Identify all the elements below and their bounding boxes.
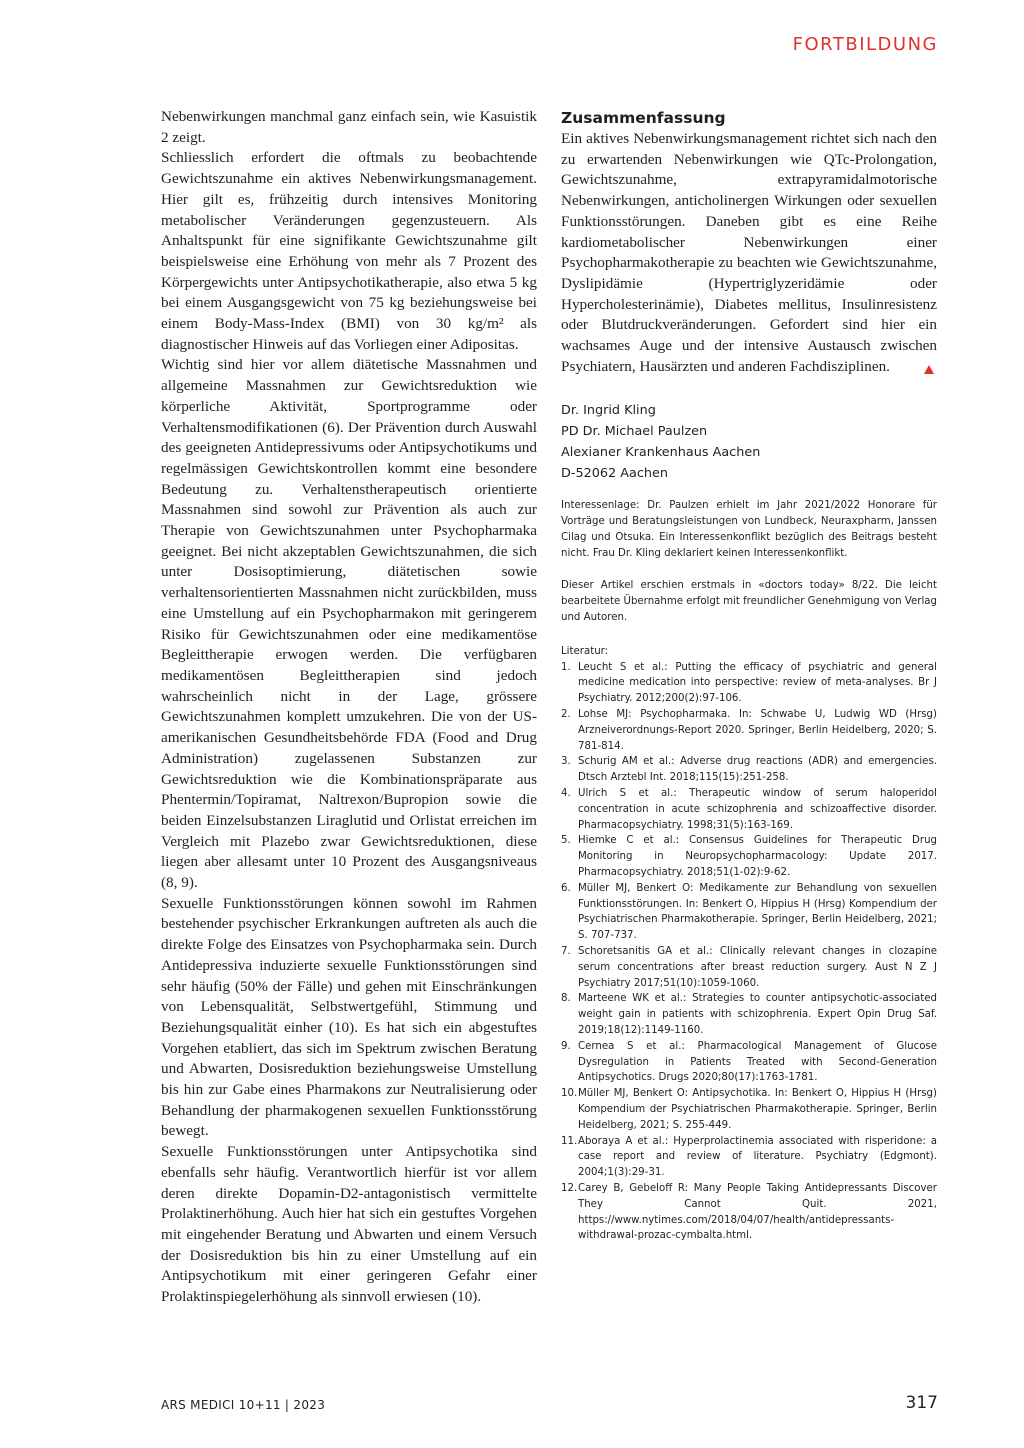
reference-item: [561, 754, 937, 786]
reference-text: Lohse MJ: Psychopharmaka. In: Schwabe U, Ludwig WD (Hrsg) Arzneiverordnungs-Report 2020. Springer, Berlin Heidelberg, 2020; S. 781-814.: [578, 709, 937, 752]
body-text-column: [161, 107, 537, 1308]
reference-text: Müller MJ, Benkert O: Medikamente zur Behandlung von sexuellen Funktionsstörungen. In: Benkert O, Hippius H (Hrsg) Kompendium der Psychiatrischen Pharmakotherapie. Springer, Berlin Heidelberg, 2021; S. 707-737.: [578, 882, 937, 942]
reference-text: Schurig AM et al.: Adverse drug reactions (ADR) and emergencies. Dtsch Arztebl Int. 2018;115(15):251-258.: [578, 756, 937, 784]
body-paragraph: Nebenwirkungen manchmal ganz einfach sein, wie Kasuistik 2 zeigt.: [161, 108, 537, 146]
reference-text: Aboraya A et al.: Hyperprolactinemia associated with risperidone: a case report and review of literature. Psychiatry (Edgmont). 2004;1(3):29-31.: [578, 1135, 937, 1179]
section-label: FORTBILDUNG: [792, 34, 938, 55]
literature-title: Literatur:: [561, 645, 609, 657]
reference-number: 8.: [561, 993, 571, 1005]
reference-number: 9.: [561, 1040, 571, 1052]
end-triangle-icon: [924, 365, 934, 374]
reference-item: [561, 881, 937, 944]
reference-number: 2.: [561, 709, 571, 721]
reference-text: Schoretsanitis GA et al.: Clinically relevant changes in clozapine serum concentrations after breast reduction surgery. Aust N Z J Psychiatry 2017;51(10):1059-1060.: [578, 945, 937, 989]
reference-item: [561, 1086, 937, 1133]
reference-text: Cernea S et al.: Pharmacological Management of Glucose Dysregulation in Patients Treated with Second-Generation Antipsychotics. Drugs 2020;80(17):1763-1781.: [578, 1040, 937, 1084]
reference-item: [561, 991, 937, 1038]
author-line: Dr. Ingrid Kling: [561, 403, 656, 419]
reference-number: 11.: [561, 1135, 578, 1147]
author-line: D-52062 Aachen: [561, 465, 668, 481]
reference-item: [561, 707, 937, 754]
author-line: Alexianer Krankenhaus Aachen: [561, 444, 761, 460]
reference-text: Leucht S et al.: Putting the efficacy of psychiatric and general medicine medication into perspective: review of meta-analyses. Br J Psychiatry. 2012;200(2):97-106.: [578, 661, 937, 705]
reference-item: [561, 833, 937, 880]
body-paragraph: Sexuelle Funktionsstörungen können sowohl im Rahmen bestehender psychischer Erkrankungen auftreten als auch die direkte Folge des Einsatzes von Psychopharmaka sein. Durch Antidepressiva induzierte sexuelle Funktionsstörungen sind sehr häufig (50% der Fälle) und gehen mit Einschränkungen von Lebensqualität, Selbstwertgefühl, Stimmung und Beziehungsqualität einher (10). Es hat sich ein abgestuftes Vorgehen etabliert, das sich im Spektrum zwischen Beratung und Abwarten, Dosisreduktion beziehungsweise Umstellung bis hin zur Gabe eines Pharmakons zur Neutralisierung oder Behandlung der pharmakogenen sexuellen Funktionsstörung bewegt.: [161, 894, 537, 1140]
body-paragraph: Wichtig sind hier vor allem diätetische Massnahmen und allgemeine Massnahmen zur Gewichtsreduktion wie körperliche Aktivität, Sportprogramme oder Verhaltensmodifikationen (6). Der Prävention durch Auswahl des geeigneten Antidepressivums oder Antipsychotikums und regelmässigen Gewichtskontrollen kommt eine besondere Bedeutung zu. Verhaltenstherapeutisch orientierte Massnahmen sind sowohl zur Prävention als auch zur Therapie von Gewichtszunahmen unter Psychopharmaka geeignet. Bei nicht akzeptablen Gewichtszunahmen, die sich unter Dosisoptimierung, diätetischen sowie verhaltensorientierten Massnahmen nicht zurückbilden, muss eine Umstellung auf ein Psychopharmakon mit geringerem Risiko für Gewichtszunahmen oder eine medikamentöse Begleittherapie erwogen werden. Die verfügbaren medikamentösen Begleittherapien sind jedoch wahrscheinlich nicht in der Lage, grössere Gewichtszunahmen komplett umzukehren. Die von der US-amerikanischen Gesundheitsbehörde FDA (Food and Drug Administration) zugelassenen Substanzen zur Gewichtsreduktion wie die Kombinationspräparate aus Phentermin/Topiramat, Naltrexon/Bupropion sowie die beiden Einzelsubstanzen Liraglutid und Orlistat erreichen im Vergleich mit Plazebo zwar Gewichtsreduktionen, diese liegen aber allesamt unter 10 Prozent des Ausgangsniveaus (8, 9).: [161, 356, 537, 892]
reference-item: [561, 786, 937, 833]
reference-item: [561, 660, 937, 707]
reference-text: Müller MJ, Benkert O: Antipsychotika. In: Benkert O, Hippius H (Hrsg) Kompendium der Psychiatrischen Pharmakotherapie. Springer, Berlin Heidelberg, 2021; S. 255-449.: [578, 1088, 937, 1131]
reference-number: 10.: [561, 1088, 578, 1100]
body-paragraph: Schliesslich erfordert die oftmals zu beobachtende Gewichtszunahme ein aktives Nebenwirkungsmanagement. Hier gilt es, frühzeitig durch intensives Monitoring metabolischer Veränderungen gegenzusteuern. Als Anhaltspunkt für eine signifikante Gewichtszunahme gilt beispielsweise eine Erhöhung von mehr als 7 Prozent des Körpergewichts unter Antipsychotikatherapie, also etwa 5 kg bei einem Ausgangsgewicht von 75 kg beziehungsweise bei einem Body-Mass-Index (BMI) von 30 kg/m² als diagnostischer Hinweis auf das Vorliegen einer Adipositas.: [161, 149, 537, 353]
reference-number: 12.: [561, 1182, 578, 1194]
summary-text: Ein aktives Nebenwirkungsmanagement richtet sich nach den zu erwartenden Nebenwirkungen wie QTc-Prolongation, Gewichtszunahme, extrapyramidalmotorische Nebenwirkungen, anticholinergen Wirkungen oder sexuellen Funktionsstörungen. Daneben gibt es eine Reihe kardiometabolischer Nebenwirkungen einer Psychopharmakotherapie zu beachten wie Gewichtszunahme, Dyslipidämie (Hypertriglyzeridämie oder Hypercholesterinämie), Diabetes mellitus, Insulinresistenz oder Blutdruckveränderungen. Gefordert sind hier ein wachsames Auge und der intensive Austausch zwischen Psychiatern, Hausärzten und anderen Fachdisziplinen.: [561, 130, 937, 375]
page-number: 317: [905, 1393, 938, 1413]
conflict-of-interest: Interessenlage: Dr. Paulzen erhielt im Jahr 2021/2022 Honorare für Vorträge und Beratungsleistungen von Lundbeck, Neuraxpharm, Janssen Cilag und Otsuka. Ein Interessenkonflikt bezüglich des Beitrags besteht nicht. Frau Dr. Kling deklariert keinen Interessenkonflikt.: [561, 500, 937, 559]
reference-item: [561, 1039, 937, 1086]
reference-number: 6.: [561, 882, 571, 894]
reference-number: 4.: [561, 788, 571, 799]
summary-title: Zusammenfassung: [561, 109, 726, 127]
summary-body: [561, 129, 937, 377]
reference-text: Marteene WK et al.: Strategies to counter antipsychotic-associated weight gain in patients with schizophrenia. Expert Opin Drug Saf. 2019;18(12):1149-1160.: [578, 993, 937, 1036]
reference-number: 7.: [561, 945, 571, 957]
author-block: [561, 401, 937, 484]
reference-number: 3.: [561, 756, 571, 768]
reference-text: Ulrich S et al.: Therapeutic window of serum haloperidol concentration in acute schizophrenia and schizoaffective disorder. Pharmacopsychiatry. 1998;31(5):163-169.: [578, 788, 937, 831]
reference-item: [561, 1181, 937, 1244]
reference-item: [561, 944, 937, 991]
reference-text: Hiemke C et al.: Consensus Guidelines for Therapeutic Drug Monitoring in Neuropsychopharmacology: Update 2017. Pharmacopsychiatry. 2018;51(1-02):9-62.: [578, 835, 937, 878]
journal-footer: ARS MEDICI 10+11 | 2023: [161, 1398, 326, 1412]
author-line: PD Dr. Michael Paulzen: [561, 424, 708, 440]
reference-item: [561, 1134, 937, 1181]
reference-list: [561, 660, 937, 1244]
reference-number: 5.: [561, 835, 571, 847]
body-paragraph: Sexuelle Funktionsstörungen unter Antipsychotika sind ebenfalls sehr häufig. Verantwortlich hierfür ist vor allem deren direkte Dopamin-D2-antagonistisch vermittelte Prolaktinerhöhung. Auch hier hat sich ein gestuftes Vorgehen mit eingehender Beratung und Abwarten und einem Versuch der Dosisreduktion bis hin zu einer Umstellung auf ein Antipsychotikum mit einer geringeren Gefahr einer Prolaktinspiegelerhöhung als sinnvoll erwiesen (10).: [161, 1143, 537, 1306]
reference-number: 1.: [561, 661, 571, 673]
reference-text: Carey B, Gebeloff R: Many People Taking Antidepressants Discover They Cannot Quit. 2021, https://www.nytimes.com/2018/04/07/health/antidepressants-withdrawal-prozac-cymbalta.html.: [578, 1182, 937, 1242]
reprint-note: Dieser Artikel erschien erstmals in «doctors today» 8/22. Die leicht bearbeitete Übernahme erfolgt mit freundlicher Genehmigung von Verlag und Autoren.: [561, 580, 937, 624]
sidebar-column: [561, 107, 937, 1244]
